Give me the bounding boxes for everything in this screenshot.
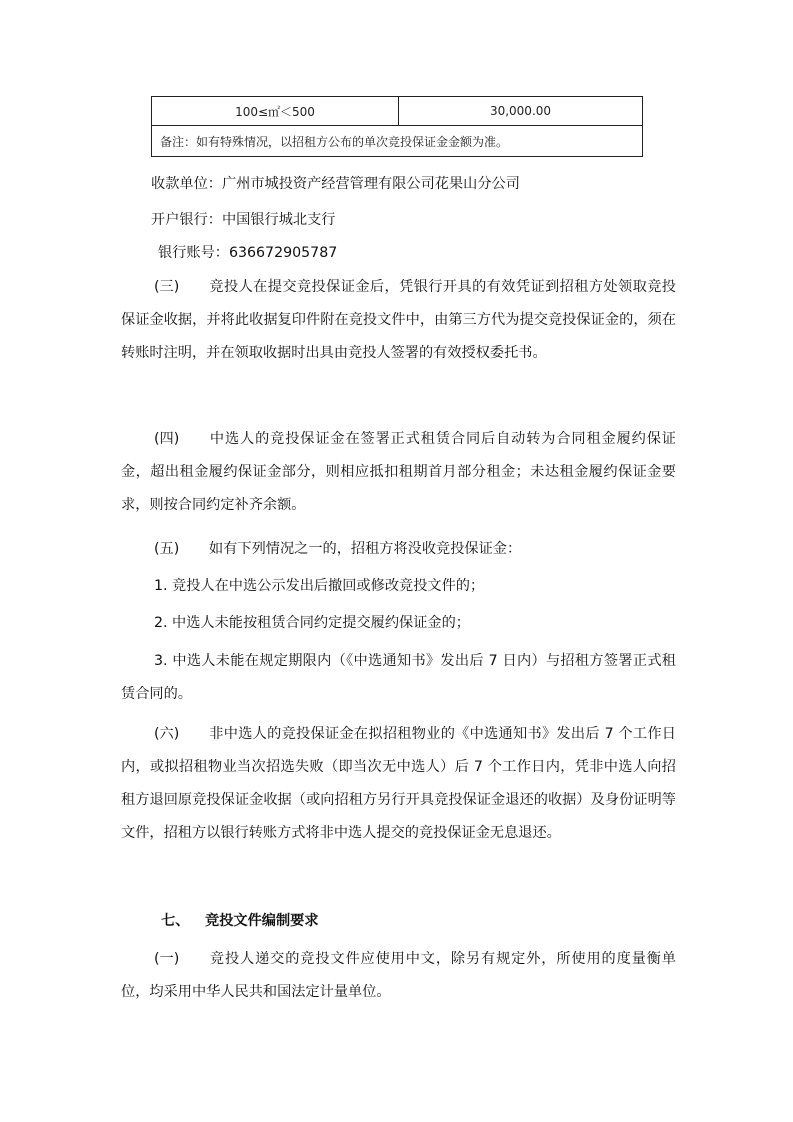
- paragraph-text: 如有下列情况之一的，招租方将没收竞投保证金：: [209, 541, 522, 557]
- paragraph-3: [121, 271, 676, 370]
- bank-line: 开户银行：中国银行城北支行: [151, 212, 336, 228]
- paragraph-6: [121, 718, 676, 850]
- paragraph-marker: (四): [154, 431, 180, 447]
- paragraph-marker: (六): [154, 726, 180, 742]
- list-item: [121, 570, 676, 603]
- paragraph-text: 竞投人在提交竞投保证金后，凭银行开具的有效凭证到招租方处领取竞投保证金收据，并将此收据复印件附在竞投文件中，由第三方代为提交竞投保证金的，须在转账时注明，并在领取收据时出具由竞投人签署的有效授权委托书。: [121, 279, 676, 361]
- list-item-text: 1. 竞投人在中选公示发出后撤回或修改竞投文件的；: [154, 578, 485, 594]
- paragraph-5: [121, 533, 676, 566]
- section-7-number: 七、: [161, 913, 190, 929]
- paragraph-marker: (一): [154, 951, 180, 967]
- account-number-line: 银行账号：636672905787: [158, 245, 338, 261]
- section-7-heading: 竞投文件编制要求: [205, 913, 319, 929]
- table-row: [152, 97, 643, 126]
- deposit-table: [151, 96, 643, 157]
- list-item-text: 2. 中选人未能按租赁合同约定提交履约保证金的；: [154, 615, 470, 631]
- paragraph-text: 非中选人的竞投保证金在拟招租物业的《中选通知书》发出后 7 个工作日内，或拟招租物业当次招选失败（即当次无中选人）后 7 个工作日内，凭非中选人向招租方退回原竞投保证金收据（或向招租方另行开具竞投保证金退还的收据）及身份证明等文件，招租方以银行转账方式将非中选人提交的竞投保证金无息退还。: [121, 726, 676, 841]
- paragraph-marker: (五): [154, 541, 180, 557]
- section-7-paragraph-1: [121, 943, 676, 1009]
- list-item: [121, 607, 676, 640]
- list-item: [121, 645, 676, 711]
- table-note: 备注：如有特殊情况，以招租方公布的单次竞投保证金金额为准。: [152, 126, 643, 157]
- list-item-text: 3. 中选人未能在规定期限内（《中选通知书》发出后 7 日内）与招租方签署正式租赁合同的。: [121, 653, 676, 702]
- paragraph-text: 竞投人递交的竞投文件应使用中文，除另有规定外，所使用的度量衡单位，均采用中华人民共和国法定计量单位。: [121, 951, 676, 1000]
- deposit-amount-cell: 30,000.00: [399, 97, 643, 126]
- payee-line: 收款单位：广州市城投资产经营管理有限公司花果山分公司: [151, 176, 520, 192]
- area-range-cell: 100≤㎡＜500: [152, 97, 399, 126]
- paragraph-marker: (三): [154, 279, 180, 295]
- paragraph-text: 中选人的竞投保证金在签署正式租赁合同后自动转为合同租金履约保证金，超出租金履约保证金部分，则相应抵扣租期首月部分租金；未达租金履约保证金要求，则按合同约定补齐余额。: [121, 431, 676, 513]
- table-row: [152, 126, 643, 157]
- paragraph-4: [121, 423, 676, 522]
